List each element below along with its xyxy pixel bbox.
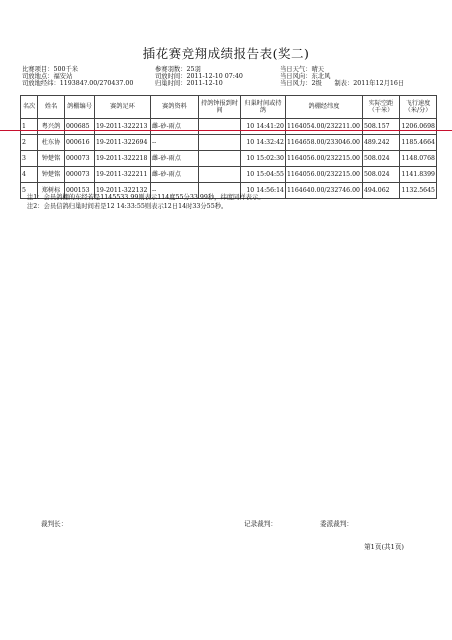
delegate-referee-label: 委派裁判： bbox=[320, 520, 353, 528]
header-speed: 飞行速度（米/分） bbox=[400, 96, 437, 119]
cell-bird-info: -- bbox=[151, 183, 199, 199]
results-table bbox=[20, 95, 437, 199]
header-return-time: 归巢时间或持鸽 bbox=[241, 96, 286, 119]
table-header-row bbox=[21, 96, 437, 119]
cell-return-time: 10 15:04:55 bbox=[241, 167, 286, 183]
info-return-date: 归巢时间：2011-12-10 bbox=[155, 80, 223, 87]
red-divider-line bbox=[0, 130, 452, 131]
header-ring: 赛鸽足环 bbox=[95, 96, 151, 119]
cell-return-time: 10 14:41:20 bbox=[241, 119, 286, 135]
recorder-referee-label: 记录裁判： bbox=[244, 520, 277, 528]
cell-distance: 494.062 bbox=[363, 183, 400, 199]
cell-name: 粤兴鸽 bbox=[38, 119, 65, 135]
cell-return-time: 10 14:56:14 bbox=[241, 183, 286, 199]
cell-ring: 19-2011-322694 bbox=[95, 135, 151, 151]
cell-name: 杜东协 bbox=[38, 135, 65, 151]
header-rank: 名次 bbox=[21, 96, 38, 119]
cell-clock-time bbox=[199, 167, 241, 183]
cell-name: 钟楚铭 bbox=[38, 167, 65, 183]
cell-ring: 19-2011-322218 bbox=[95, 151, 151, 167]
cell-bird-info: 雌-砂-雨点 bbox=[151, 151, 199, 167]
info-weather: 当日天气：晴天 bbox=[280, 66, 325, 73]
cell-speed: 1206.0698 bbox=[400, 119, 437, 135]
cell-ring: 19-2011-322132 bbox=[95, 183, 151, 199]
info-release-coords: 司放地经纬：119384?.00/270437.00 bbox=[22, 80, 134, 87]
cell-distance: 508.024 bbox=[363, 167, 400, 183]
cell-return-time: 10 15:02:30 bbox=[241, 151, 286, 167]
cell-rank: 5 bbox=[21, 183, 38, 199]
cell-distance: 489.242 bbox=[363, 135, 400, 151]
cell-bird-info: 雌-砂-雨点 bbox=[151, 119, 199, 135]
cell-bird-info: -- bbox=[151, 135, 199, 151]
cell-rank: 2 bbox=[21, 135, 38, 151]
cell-rank: 3 bbox=[21, 151, 38, 167]
cell-distance: 508.157 bbox=[363, 119, 400, 135]
header-clock-time: 持鸽钟报到时间 bbox=[199, 96, 241, 119]
report-title: 插花赛竞翔成绩报告表(奖二) bbox=[142, 46, 310, 61]
table-row bbox=[21, 151, 437, 167]
info-wind-direction: 当日风向：东北风 bbox=[280, 73, 331, 80]
cell-clock-time bbox=[199, 119, 241, 135]
cell-name: 郑树标 bbox=[38, 183, 65, 199]
chief-referee-label: 裁判长： bbox=[41, 520, 68, 528]
cell-loft-no: 000685 bbox=[65, 119, 95, 135]
cell-speed: 1132.5645 bbox=[400, 183, 437, 199]
notes-block bbox=[27, 194, 265, 211]
cell-coords: 1164640.00/232746.00 bbox=[286, 183, 363, 199]
cell-speed: 1185.4664 bbox=[400, 135, 437, 151]
cell-speed: 1141.8399 bbox=[400, 167, 437, 183]
cell-coords: 1164056.00/232215.00 bbox=[286, 151, 363, 167]
info-release-site: 司放地点：福安站 bbox=[22, 73, 73, 80]
cell-ring: 19-2011-322213 bbox=[95, 119, 151, 135]
cell-distance: 508.024 bbox=[363, 151, 400, 167]
cell-clock-time bbox=[199, 151, 241, 167]
header-coords: 鸽棚经纬度 bbox=[286, 96, 363, 119]
cell-ring: 19-2011-322211 bbox=[95, 167, 151, 183]
cell-coords: 1164054.00/232211.00 bbox=[286, 119, 363, 135]
cell-clock-time bbox=[199, 135, 241, 151]
table-row bbox=[21, 167, 437, 183]
note-1: 注1：会员鸽棚的东经若是1145533.99则表示114度55分33.99秒，纬度同样表示。 bbox=[27, 194, 265, 201]
cell-rank: 1 bbox=[21, 119, 38, 135]
cell-loft-no: 000153 bbox=[65, 183, 95, 199]
note-2: 注2：会员信鸽归巢时间若是12 14:33:55则表示12日14时33分55秒。 bbox=[27, 202, 228, 210]
header-distance: 实际空距（千米） bbox=[363, 96, 400, 119]
header-loft-no: 鸽棚编号 bbox=[65, 96, 95, 119]
cell-rank: 4 bbox=[21, 167, 38, 183]
table-row bbox=[21, 119, 437, 135]
cell-speed: 1148.0768 bbox=[400, 151, 437, 167]
header-name: 姓名 bbox=[38, 96, 65, 119]
cell-loft-no: 000073 bbox=[65, 167, 95, 183]
info-entries: 参赛羽数：25羽 bbox=[155, 66, 201, 73]
cell-coords: 1164056.00/232215.00 bbox=[286, 167, 363, 183]
cell-loft-no: 000073 bbox=[65, 151, 95, 167]
info-event: 比赛项目：500千米 bbox=[22, 66, 79, 73]
header-bird-info: 赛鸽资料 bbox=[151, 96, 199, 119]
cell-coords: 1164658.00/233046.00 bbox=[286, 135, 363, 151]
table-row bbox=[21, 135, 437, 151]
cell-bird-info: 雌-砂-雨点 bbox=[151, 167, 199, 183]
cell-loft-no: 000616 bbox=[65, 135, 95, 151]
info-release-time: 司放时间：2011-12-10 07:40 bbox=[155, 73, 243, 80]
page-number: 第1页(共1页) bbox=[364, 543, 404, 551]
cell-name: 钟楚铭 bbox=[38, 151, 65, 167]
info-wind-force-and-date: 当日风力：2级 制表：2011年12月16日 bbox=[280, 80, 405, 87]
cell-return-time: 10 14:32:42 bbox=[241, 135, 286, 151]
